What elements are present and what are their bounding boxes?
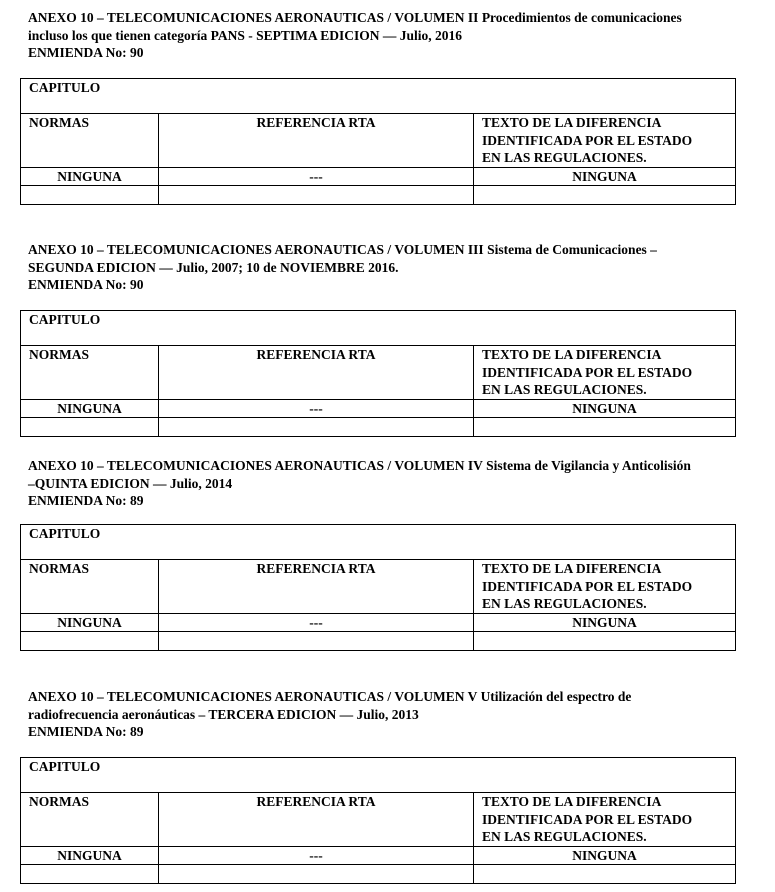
section-title-line2: SEGUNDA EDICION — Julio, 2007; 10 de NOVIEMBRE 2016. bbox=[28, 259, 399, 275]
annex-section-vol3 bbox=[20, 241, 765, 416]
section-title-rest: Sistema de Vigilancia y Anticolisión bbox=[486, 458, 691, 473]
differences-table bbox=[20, 78, 736, 205]
section-title-bold: ANEXO 10 – TELECOMUNICACIONES AERONAUTICAS / VOLUMEN V bbox=[28, 689, 478, 704]
chapter-header: CAPITULO bbox=[21, 758, 736, 793]
difference-text-line3: EN LAS REGULACIONES. bbox=[482, 596, 647, 611]
differences-table bbox=[20, 757, 736, 884]
difference-text-header bbox=[474, 346, 736, 400]
difference-text-line1: TEXTO DE LA DIFERENCIA bbox=[482, 561, 662, 576]
difference-text-line2: IDENTIFICADA POR EL ESTADO bbox=[482, 811, 693, 827]
table-row bbox=[21, 846, 736, 865]
section-title-line2: radiofrecuencia aeronáuticas – TERCERA EDICION — Julio, 2013 bbox=[28, 706, 419, 722]
amendment-number: ENMIENDA No: 89 bbox=[28, 724, 144, 739]
rta-reference-value: --- bbox=[159, 613, 474, 632]
table-row-empty bbox=[21, 632, 736, 651]
section-title-bold: ANEXO 10 – TELECOMUNICACIONES AERONAUTICAS / VOLUMEN III bbox=[28, 242, 484, 257]
annex-section-vol5 bbox=[20, 688, 765, 863]
annex-section-vol4 bbox=[20, 457, 765, 630]
chapter-header: CAPITULO bbox=[21, 79, 736, 114]
table-row-empty bbox=[21, 418, 736, 437]
difference-text-header bbox=[474, 793, 736, 847]
difference-text-line2: IDENTIFICADA POR EL ESTADO bbox=[482, 578, 693, 594]
rta-reference-value: --- bbox=[159, 399, 474, 418]
amendment-number: ENMIENDA No: 90 bbox=[28, 45, 144, 60]
section-title bbox=[20, 457, 765, 475]
normas-header: NORMAS bbox=[21, 114, 159, 168]
section-title-bold: ANEXO 10 – TELECOMUNICACIONES AERONAUTICAS / VOLUMEN II bbox=[28, 10, 479, 25]
difference-value: NINGUNA bbox=[474, 167, 736, 186]
difference-text-line1: TEXTO DE LA DIFERENCIA bbox=[482, 115, 662, 130]
section-title bbox=[20, 9, 765, 27]
amendment-number: ENMIENDA No: 90 bbox=[28, 277, 144, 292]
normas-header: NORMAS bbox=[21, 793, 159, 847]
difference-text-line1: TEXTO DE LA DIFERENCIA bbox=[482, 347, 662, 362]
table-row bbox=[21, 167, 736, 186]
difference-text-line3: EN LAS REGULACIONES. bbox=[482, 829, 647, 844]
section-title-rest: Sistema de Comunicaciones – bbox=[487, 242, 657, 257]
difference-text-header bbox=[474, 114, 736, 168]
rta-reference-value: --- bbox=[159, 167, 474, 186]
normas-header: NORMAS bbox=[21, 560, 159, 614]
chapter-header: CAPITULO bbox=[21, 525, 736, 560]
section-title bbox=[20, 241, 765, 259]
rta-reference-header: REFERENCIA RTA bbox=[159, 346, 474, 400]
differences-table bbox=[20, 310, 736, 437]
difference-value: NINGUNA bbox=[474, 846, 736, 865]
normas-value: NINGUNA bbox=[21, 399, 159, 418]
table-row-empty bbox=[21, 865, 736, 884]
section-title-rest: Utilización del espectro de bbox=[480, 689, 632, 704]
section-title-line2: incluso los que tienen categoría PANS - SEPTIMA EDICION — Julio, 2016 bbox=[28, 27, 463, 43]
rta-reference-header: REFERENCIA RTA bbox=[159, 560, 474, 614]
section-title-line2: –QUINTA EDICION — Julio, 2014 bbox=[28, 475, 233, 491]
normas-header: NORMAS bbox=[21, 346, 159, 400]
difference-value: NINGUNA bbox=[474, 399, 736, 418]
difference-text-line3: EN LAS REGULACIONES. bbox=[482, 150, 647, 165]
normas-value: NINGUNA bbox=[21, 613, 159, 632]
table-row-empty bbox=[21, 186, 736, 205]
normas-value: NINGUNA bbox=[21, 167, 159, 186]
table-row bbox=[21, 399, 736, 418]
differences-table bbox=[20, 524, 736, 651]
rta-reference-header: REFERENCIA RTA bbox=[159, 114, 474, 168]
chapter-header: CAPITULO bbox=[21, 311, 736, 346]
annex-section-vol2 bbox=[20, 9, 765, 184]
rta-reference-header: REFERENCIA RTA bbox=[159, 793, 474, 847]
difference-text-header bbox=[474, 560, 736, 614]
rta-reference-value: --- bbox=[159, 846, 474, 865]
section-title bbox=[20, 688, 765, 706]
section-title-bold: ANEXO 10 – TELECOMUNICACIONES AERONAUTICAS / VOLUMEN IV bbox=[28, 458, 483, 473]
difference-text-line2: IDENTIFICADA POR EL ESTADO bbox=[482, 364, 693, 380]
amendment-number: ENMIENDA No: 89 bbox=[28, 493, 144, 508]
section-title-rest: Procedimientos de comunicaciones bbox=[481, 10, 682, 25]
table-row bbox=[21, 613, 736, 632]
difference-text-line2: IDENTIFICADA POR EL ESTADO bbox=[482, 132, 693, 148]
difference-text-line3: EN LAS REGULACIONES. bbox=[482, 382, 647, 397]
normas-value: NINGUNA bbox=[21, 846, 159, 865]
difference-text-line1: TEXTO DE LA DIFERENCIA bbox=[482, 794, 662, 809]
difference-value: NINGUNA bbox=[474, 613, 736, 632]
